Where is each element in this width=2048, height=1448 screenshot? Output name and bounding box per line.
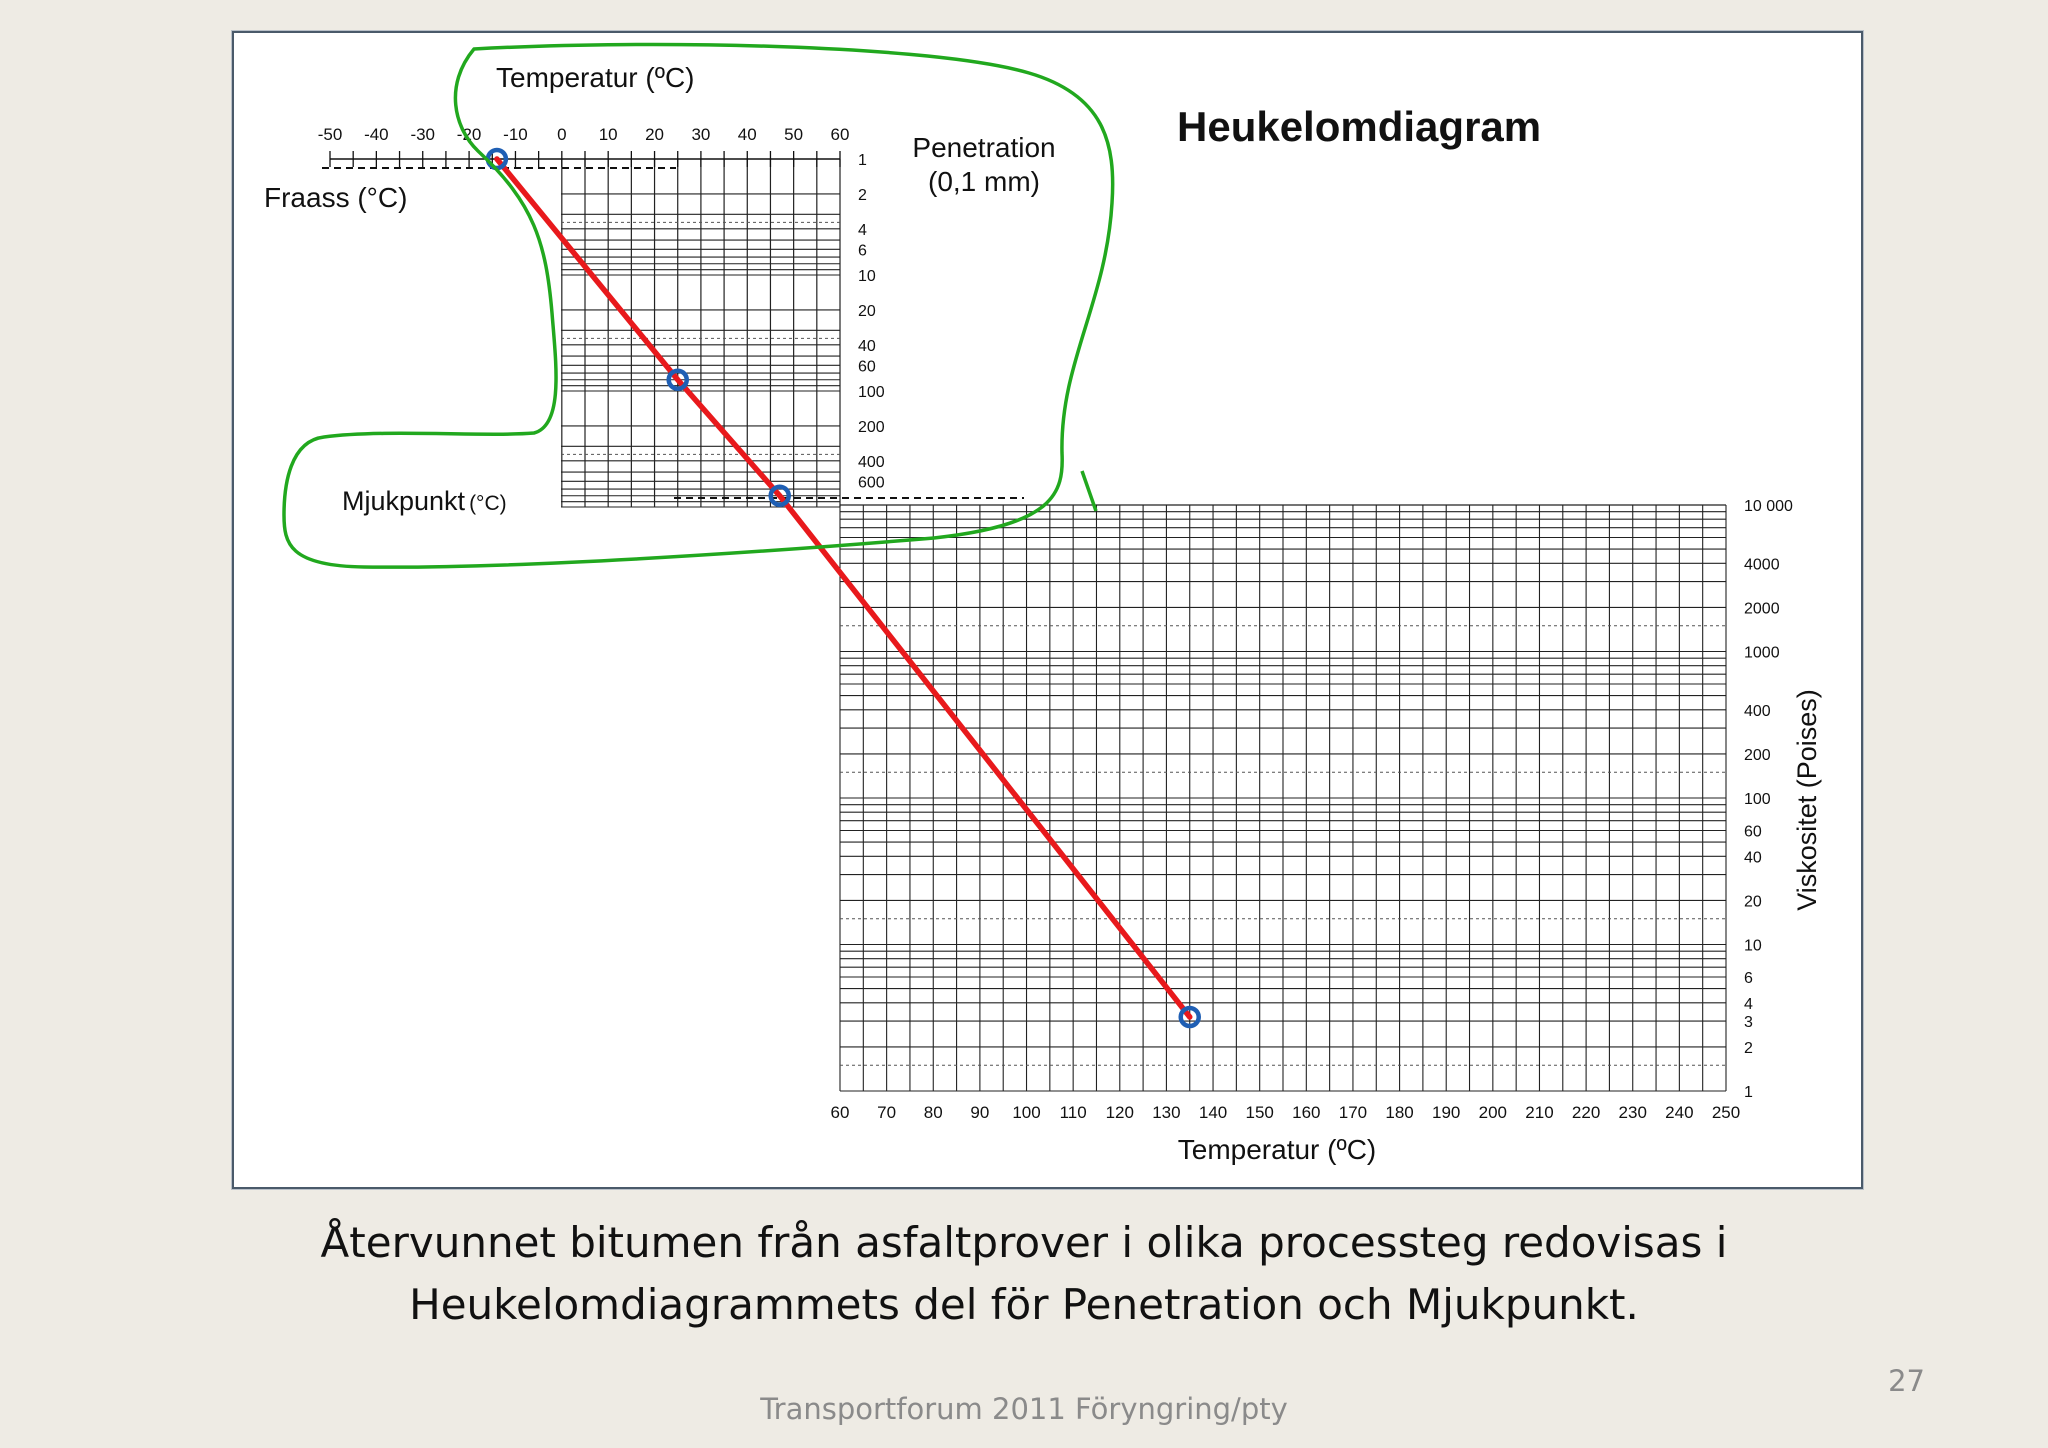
penetration-tick-label: 2 bbox=[858, 186, 867, 204]
penetration-tick-label: 4 bbox=[858, 221, 867, 239]
penetration-axis-label-2: (0,1 mm) bbox=[928, 166, 1040, 197]
bottom-temperature-axis-label: Temperatur (ºC) bbox=[1177, 1134, 1377, 1165]
viscosity-tick-label: 3 bbox=[1744, 1014, 1753, 1032]
bottom-axis-tick-label: 130 bbox=[1152, 1103, 1181, 1122]
mjukpunkt-label bbox=[342, 486, 507, 516]
penetration-tick-label: 600 bbox=[858, 474, 885, 492]
penetration-tick-label: 200 bbox=[858, 418, 885, 436]
slide-footer: Transportforum 2011 Föryngring/pty bbox=[760, 1392, 1288, 1426]
top-axis-tick-label: 20 bbox=[645, 125, 665, 144]
bottom-axis-tick-label: 60 bbox=[830, 1103, 850, 1122]
bottom-axis-tick-label: 160 bbox=[1292, 1103, 1321, 1122]
slide-caption bbox=[0, 1212, 2048, 1336]
bottom-axis-tick-label: 90 bbox=[970, 1103, 990, 1122]
top-axis-tick-label: 0 bbox=[557, 125, 567, 144]
caption-line-1: Återvunnet bitumen från asfaltprover i olika processteg redovisas i bbox=[320, 1218, 1728, 1267]
viscosity-tick-label: 200 bbox=[1744, 746, 1771, 764]
bottom-axis-tick-label: 220 bbox=[1571, 1103, 1601, 1122]
viscosity-tick-label: 4 bbox=[1744, 995, 1753, 1013]
bottom-axis-tick-label: 80 bbox=[923, 1103, 943, 1122]
bottom-axis-tick-label: 70 bbox=[877, 1103, 897, 1122]
viscosity-tick-label: 400 bbox=[1744, 702, 1771, 720]
viscosity-tick-label: 1000 bbox=[1744, 644, 1780, 662]
heukelom-figure bbox=[232, 31, 1863, 1189]
bottom-axis-tick-label: 140 bbox=[1198, 1103, 1228, 1122]
viscosity-ticks bbox=[1744, 498, 1793, 1101]
viscosity-tick-label: 2000 bbox=[1744, 600, 1780, 618]
viscosity-tick-label: 2 bbox=[1744, 1039, 1753, 1057]
page-number: 27 bbox=[1888, 1364, 1925, 1398]
heukelom-chart bbox=[234, 33, 1865, 1191]
penetration-tick-label: 100 bbox=[858, 384, 885, 401]
top-temperature-axis-label: Temperatur (ºC) bbox=[496, 62, 695, 93]
bottom-axis-tick-label: 170 bbox=[1338, 1103, 1368, 1122]
viscosity-tick-label: 10 bbox=[1744, 937, 1762, 955]
top-axis-tick-label: -50 bbox=[317, 125, 343, 144]
penetration-tick-label: 400 bbox=[858, 453, 885, 471]
viscosity-tick-label: 40 bbox=[1744, 849, 1762, 867]
penetration-ticks bbox=[858, 152, 885, 491]
top-axis-tick-label: 30 bbox=[691, 125, 711, 144]
viscosity-tick-label: 6 bbox=[1744, 970, 1753, 988]
chart-title: Heukelomdiagram bbox=[1177, 103, 1542, 150]
top-axis-tick-label: -10 bbox=[503, 125, 528, 144]
top-axis-tick-label: 10 bbox=[598, 125, 618, 144]
top-axis-tick-label: -20 bbox=[456, 125, 482, 144]
caption-line-2: Heukelomdiagrammets del för Penetration och Mjukpunkt. bbox=[409, 1280, 1639, 1329]
bottom-axis-tick-label: 250 bbox=[1711, 1103, 1741, 1122]
dashed-reference-lines bbox=[322, 168, 1024, 498]
bottom-axis-tick-label: 120 bbox=[1105, 1103, 1134, 1122]
top-temperature-ticks bbox=[318, 125, 850, 167]
top-axis-tick-label: 50 bbox=[784, 125, 804, 144]
penetration-grid bbox=[561, 159, 840, 507]
penetration-tick-label: 6 bbox=[858, 242, 867, 260]
penetration-tick-label: 40 bbox=[858, 337, 876, 355]
bottom-axis-tick-label: 150 bbox=[1245, 1103, 1274, 1122]
fraass-label: Fraass (°C) bbox=[264, 182, 408, 213]
viscosity-tick-label: 4000 bbox=[1744, 556, 1780, 574]
bottom-axis-tick-label: 100 bbox=[1012, 1103, 1041, 1122]
penetration-tick-label: 60 bbox=[858, 358, 876, 376]
bottom-axis-tick-label: 210 bbox=[1525, 1103, 1554, 1122]
mjukpunkt-unit: (°C) bbox=[469, 492, 507, 515]
top-axis-tick-label: -30 bbox=[410, 125, 436, 144]
series-line bbox=[497, 159, 1190, 1017]
mjukpunkt-label-text: Mjukpunkt bbox=[342, 486, 466, 516]
bottom-axis-tick-label: 240 bbox=[1665, 1103, 1694, 1122]
viscosity-axis-label: Viskositet (Poises) bbox=[1792, 689, 1822, 911]
bottom-axis-tick-label: 180 bbox=[1385, 1103, 1414, 1122]
viscosity-grid bbox=[840, 505, 1726, 1091]
bottom-axis-tick-label: 190 bbox=[1432, 1103, 1461, 1122]
top-axis-tick-label: 60 bbox=[830, 125, 850, 144]
penetration-tick-label: 10 bbox=[858, 268, 876, 285]
viscosity-tick-label: 10 000 bbox=[1744, 498, 1793, 515]
viscosity-tick-label: 100 bbox=[1744, 791, 1771, 808]
bottom-temperature-ticks bbox=[831, 1103, 1741, 1122]
penetration-tick-label: 20 bbox=[858, 302, 876, 320]
penetration-axis-label-1: Penetration bbox=[912, 132, 1056, 163]
viscosity-tick-label: 60 bbox=[1744, 823, 1762, 841]
bottom-axis-tick-label: 230 bbox=[1618, 1103, 1647, 1122]
penetration-tick-label: 1 bbox=[858, 152, 867, 169]
viscosity-tick-label: 1 bbox=[1744, 1084, 1753, 1101]
top-axis-tick-label: -40 bbox=[364, 125, 389, 144]
top-axis-tick-label: 40 bbox=[737, 125, 757, 144]
bottom-axis-tick-label: 200 bbox=[1478, 1103, 1508, 1122]
bottom-axis-tick-label: 110 bbox=[1059, 1103, 1087, 1122]
series-layer bbox=[488, 150, 1199, 1026]
viscosity-tick-label: 20 bbox=[1744, 893, 1762, 911]
